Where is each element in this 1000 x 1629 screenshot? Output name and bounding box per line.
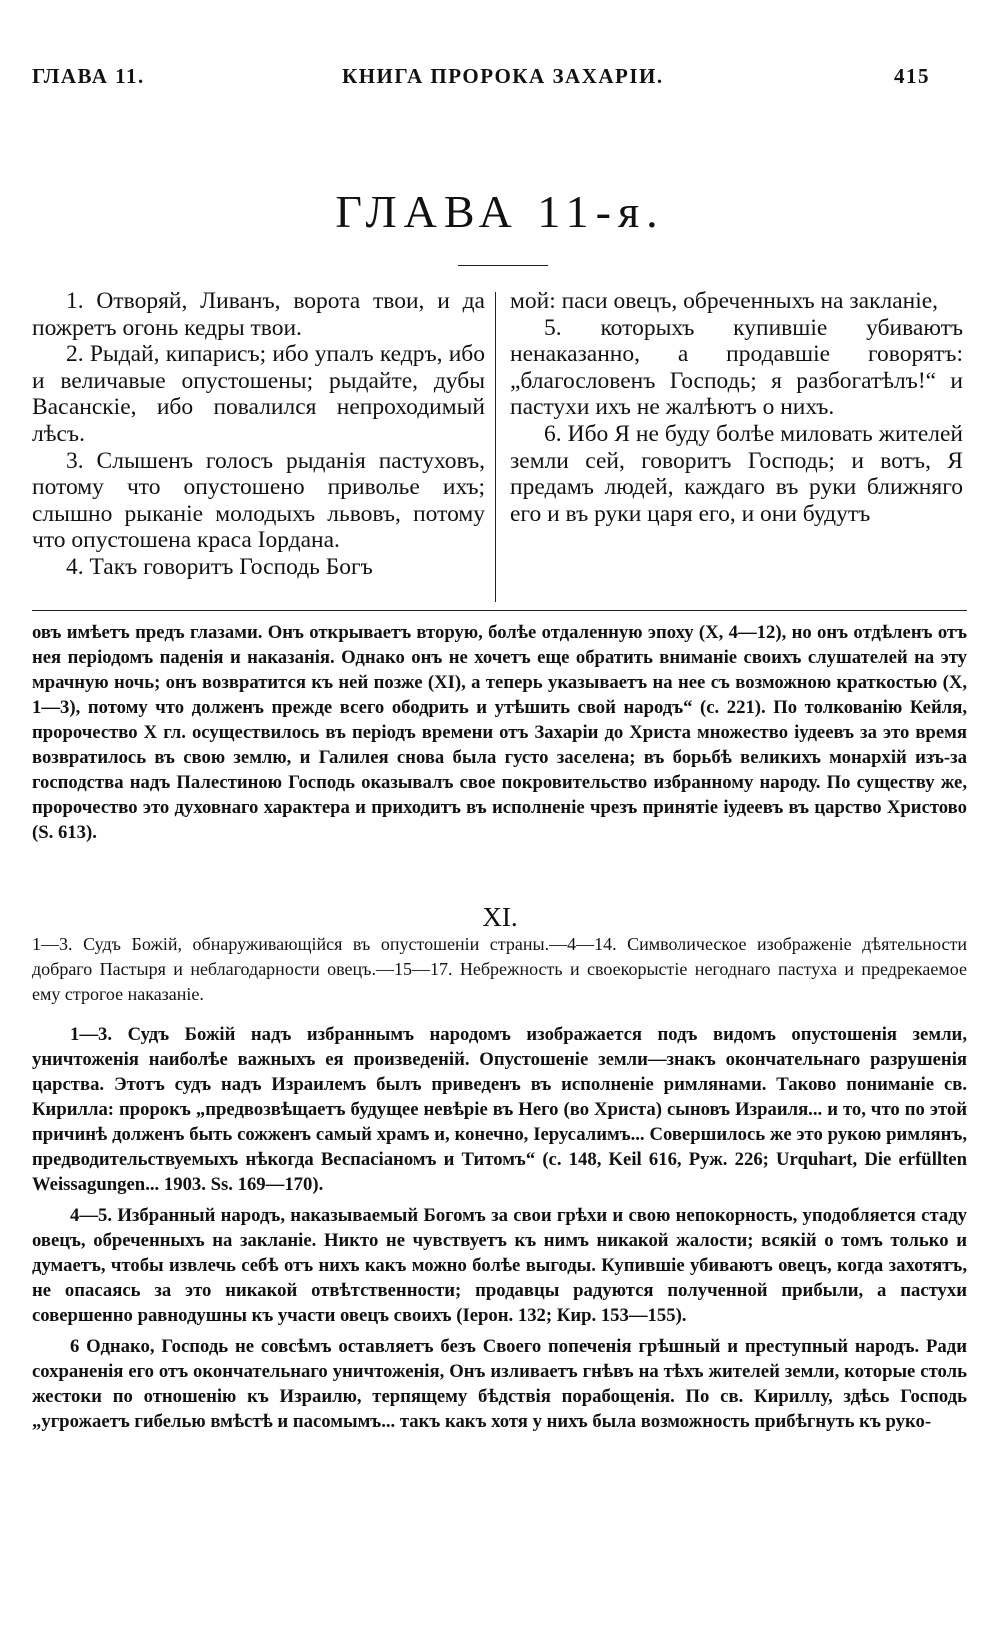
commentary-continued [32,620,967,845]
column-divider [495,292,496,602]
header-chapter: ГЛАВА 11. [32,64,145,88]
text-separator-rule [32,610,967,611]
page-number: 415 [894,64,930,88]
verse: 2. Рыдай, кипарисъ; ибо упалъ кедръ, ибо и величавые опустошены; рыдайте, дубы Васанскiе, ибо повалился непроходимый лѣсъ. [32,341,485,447]
bible-text [32,288,967,606]
section-number: XI. [482,902,518,932]
commentary-paragraph: 1—3. Судъ Божiй надъ избраннымъ народомъ изображается подъ видомъ опустошенiя земли, уничтоженiя наиболѣе важныхъ ея произведенiй. Опустошенiе земли—знакъ окончательнаго разрушенiя царства. Этотъ судъ надъ Израилемъ былъ приведенъ въ исполненiе римлянами. Таково пониманiе св. Кирилла: пророкъ „предвозвѣщаетъ будущее невѣрiе въ Него (во Христа) сыновъ Израиля... и то, что по этой причинѣ долженъ быть сожженъ самый храмъ и, конечно, Iерусалимъ... Совершилось же это рукою римлянъ, предводительствуемыхъ нѣкогда Веспасiаномъ и Титомъ“ (с. 148, Keil 616, Руж. 226; Urquhart, Die erfüllten Weissagungen... 1903. Ss. 169—170). [32,1024,967,1195]
commentary-paragraph: 4—5. Избранный народъ, наказываемый Богомъ за свои грѣхи и свою непокорность, уподобляется стаду овецъ, обреченныхъ на закланiе. Никто не чувствуетъ къ нимъ никакой жалости; всякiй о томъ только и думаетъ, чтобы извлечь себѣ отъ нихъ какъ можно болѣе выгоды. Купившiе убиваютъ овецъ, когда захотятъ, не опасаясь за это никакой отвѣтственности; продавцы радуются полученной прибыли, а пастухи совершенно равнодушны къ участи овецъ своихъ (Iерон. 132; Кир. 153—155). [32,1205,967,1326]
summary-text: 1—3. Судъ Божiй, обнаруживающiйся въ опустошенiи страны.—4—14. Символическое изображенiе дѣятельности добраго Пастыря и неблагодарности овецъ.—15—17. Небрежность и своекорыстiе негоднаго пастуха и предрекаемое ему строгое наказанiе. [32,934,967,1004]
commentary-paragraph: овъ имѣетъ предъ глазами. Онъ открываетъ вторую, болѣе отдаленную эпоху (X, 4—12), но онъ отдѣленъ отъ нея перiодомъ паденiя и наказанiя. Однако онъ не хочетъ еще обратить вниманiе своихъ слушателей на эту мрачную ночь; онъ возвратится къ ней позже (XI), а теперь указываетъ на нее съ возможною краткостью (X, 1—3), потому что долженъ прежде всего ободрить и утѣшить свой народъ“ (с. 221). По толкованiю Кейля, пророчество X гл. осуществилось въ перiодъ времени отъ Захарiи до Христа множество iудеевъ за это время возвратилось въ свою землю, и Галилея снова была густо заселена; въ борьбѣ великихъ монархiй изъ-за господства надъ Палестиною Господь оказывалъ свое покровительство избранному народу. По существу же, пророчество это духовнаго характера и приходитъ въ исполненiе чрезъ принятiе iудеевъ въ царство Христово (S. 613). [32,622,967,843]
verse: 3. Слышенъ голосъ рыданiя пастуховъ, потому что опустошено приволье ихъ; слышно рыканiе молодыхъ львовъ, потому что опустошена краса Iордана. [32,447,485,554]
verse: мой: паси овецъ, обреченныхъ на закланiе, [510,288,939,314]
header-book-title: КНИГА ПРОРОКА ЗАХАРIИ. [342,64,664,88]
section-summary [32,932,967,1007]
verse: 1. Отворяй, Ливанъ, ворота твои, и да пожретъ огонь кедры твои. [32,288,485,341]
bible-column-right [510,288,963,527]
commentary-main [32,1022,967,1440]
bible-column-left [32,288,485,581]
verse: 5. которыхъ купившiе убиваютъ ненаказанно, а продавшiе говорятъ: „благословенъ Господь; я разбогатѣлъ!“ и пастухи ихъ не жалѣютъ о нихъ. [510,314,963,421]
running-header [32,64,930,94]
verse: 6. Ибо Я не буду болѣе миловать жителей земли сей, говоритъ Господь; и вотъ, Я предамъ людей, каждаго въ руки ближняго его и въ руки царя его, и они будутъ [510,420,963,527]
chapter-title: ГЛАВА 11-я. [335,186,665,237]
title-rule [458,265,548,266]
verse: 4. Такъ говоритъ Господь Богъ [66,553,373,580]
commentary-paragraph: 6 Однако, Господь не совсѣмъ оставляетъ безъ Своего попеченiя грѣшный и преступный народъ. Ради сохраненiя его отъ окончательнаго уничтоженiя, Онъ изливаетъ гнѣвъ на тѣхъ жителей земли, которые столь жестоки по отношенiю къ Израилю, терпящему бѣдствiя порабощенiя. По св. Кириллу, здѣсь Господь „угрожаетъ гибелью вмѣстѣ и пасомымъ... такъ какъ хотя у нихъ была возможность прибѣгнуть къ руко- [32,1336,967,1432]
